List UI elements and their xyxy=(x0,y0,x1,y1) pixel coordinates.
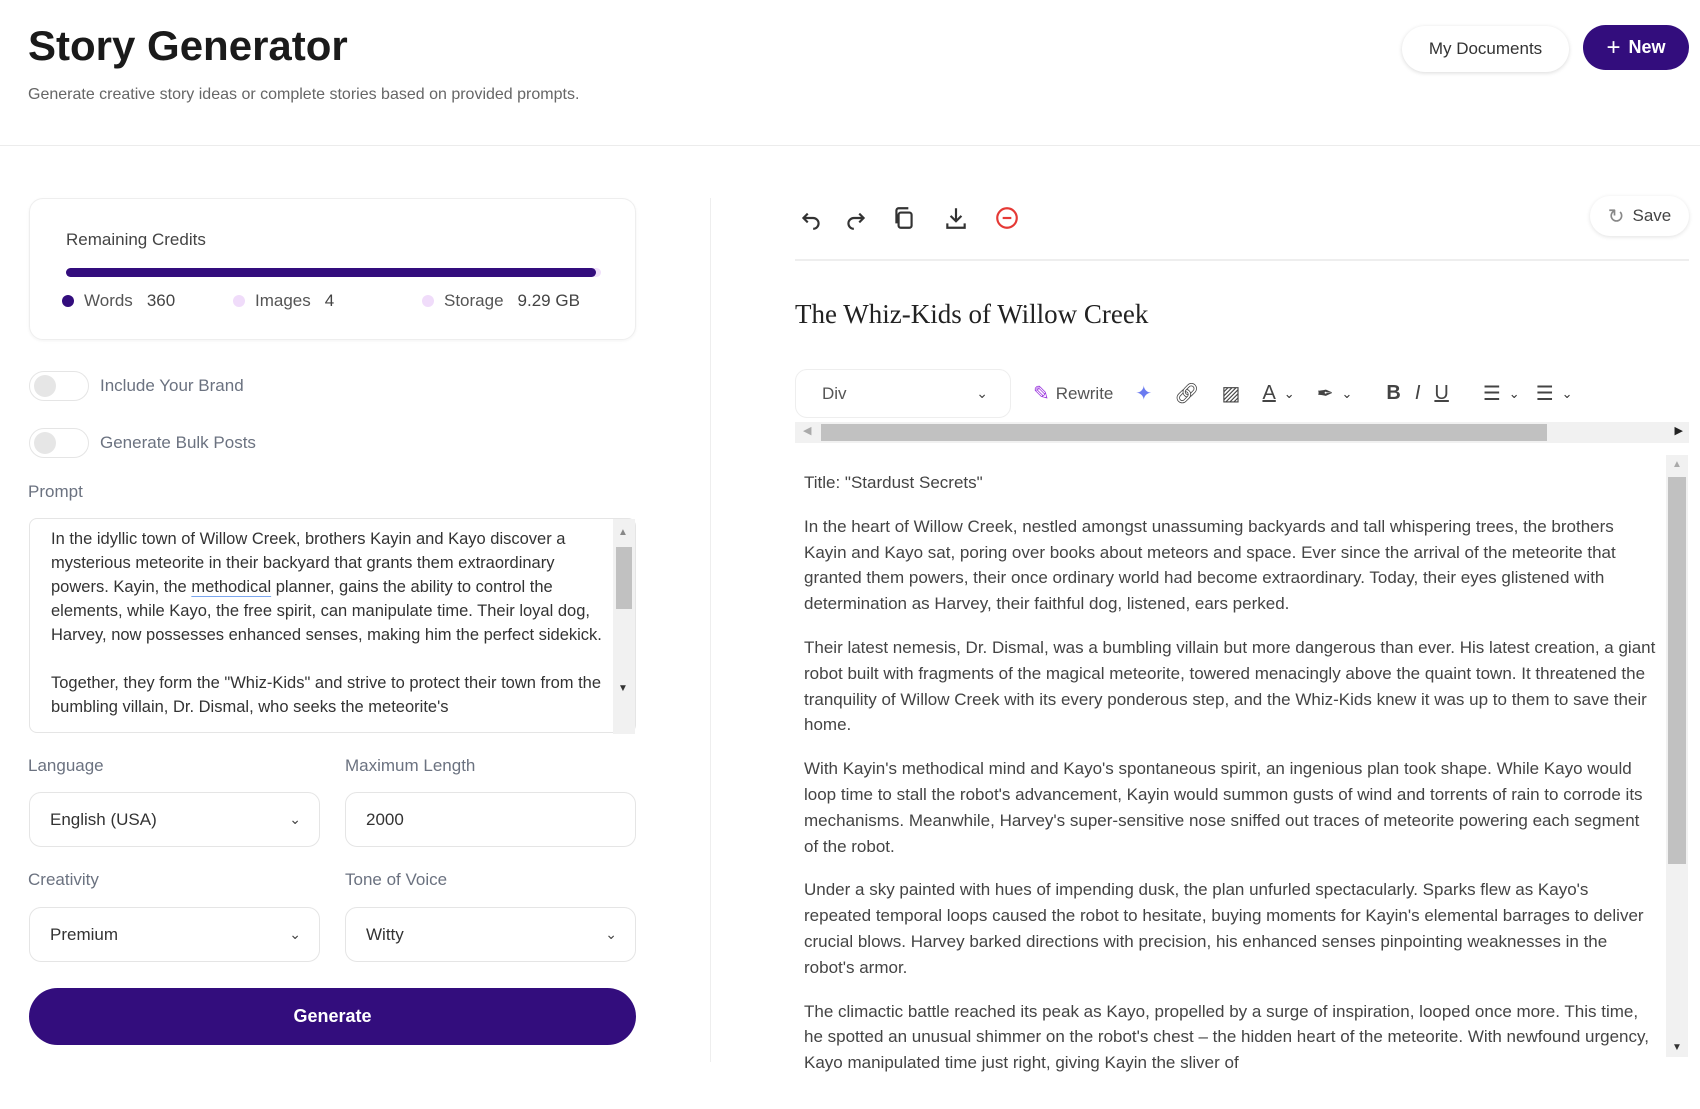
creativity-label: Creativity xyxy=(28,870,99,889)
toolbar-divider xyxy=(795,259,1689,261)
chevron-down-icon[interactable]: ⌄ xyxy=(1341,385,1353,401)
generate-button[interactable] xyxy=(29,988,636,1045)
copy-icon[interactable] xyxy=(891,205,917,231)
block-type-value: Div xyxy=(822,383,847,403)
column-divider xyxy=(710,198,711,1062)
chevron-down-icon[interactable]: ⌄ xyxy=(1561,385,1573,401)
scroll-left-icon[interactable]: ◀ xyxy=(803,425,812,437)
prompt-textarea[interactable] xyxy=(29,518,636,733)
plus-icon: + xyxy=(1606,33,1621,61)
scrollbar-thumb[interactable] xyxy=(1668,477,1686,864)
redo-icon[interactable] xyxy=(843,205,869,231)
language-select[interactable] xyxy=(29,792,320,847)
link-icon[interactable]: 🔗︎ xyxy=(1174,383,1200,405)
creativity-value: Premium xyxy=(50,924,119,944)
language-value: English (USA) xyxy=(50,809,157,829)
story-paragraph: Title: "Stardust Secrets" xyxy=(804,473,983,492)
ai-sparkle-icon[interactable]: ✦ xyxy=(1135,383,1153,405)
scroll-up-icon[interactable]: ▲ xyxy=(618,527,628,538)
save-button[interactable] xyxy=(1590,196,1689,236)
storage-value: 9.29 GB xyxy=(517,291,580,310)
editor-scrollbar[interactable] xyxy=(1666,455,1688,1057)
chevron-down-icon[interactable]: ⌄ xyxy=(1508,385,1520,401)
download-icon[interactable] xyxy=(943,205,969,231)
story-paragraph: In the heart of Willow Creek, nestled amongst unassuming backyards and tall whispering trees, the brothers Kayin and Kayo sat, poring over books about meteors and space. Ever since the arrival of the meteorite that granted them powers, their once ordinary world had become extraordinary. Today, their eyes glistened with determination as Harvey, their faithful dog, listened, ears perked. xyxy=(804,516,1616,614)
words-value: 360 xyxy=(146,291,176,310)
credits-card xyxy=(29,198,636,340)
page-subtitle: Generate creative story ideas or complete stories based on provided prompts. xyxy=(28,86,580,103)
words-dot xyxy=(62,295,74,307)
max-length-value: 2000 xyxy=(366,809,404,829)
max-length-label: Maximum Length xyxy=(345,756,476,775)
prompt-paragraph: In the idyllic town of Willow Creek, brothers Kayin and Kayo discover a mysterious meteorite in their backyard that grants them extraordinary powers. Kayin, the methodical planner, gains the ability to control the elements, while Kayo, the free spirit, can manipulate time. Their loyal dog, Harvey, now possesses enhanced senses, making him the perfect sidekick. xyxy=(51,530,602,644)
scroll-right-icon[interactable]: ▶ xyxy=(1674,425,1683,437)
refresh-icon: ↻ xyxy=(1607,205,1625,228)
images-dot xyxy=(233,295,245,307)
new-button[interactable] xyxy=(1583,25,1689,70)
italic-icon[interactable]: I xyxy=(1414,382,1421,404)
new-label: New xyxy=(1628,37,1666,57)
chevron-down-icon: ⌄ xyxy=(289,811,301,827)
prompt-scrollbar[interactable] xyxy=(613,519,635,734)
spellcheck-word: methodical xyxy=(191,578,272,596)
credits-progress xyxy=(66,268,601,277)
text-color-icon[interactable]: A xyxy=(1262,382,1276,404)
credits-progress-fill xyxy=(66,268,596,277)
scroll-up-icon[interactable]: ▲ xyxy=(1672,459,1682,470)
my-documents-label: My Documents xyxy=(1428,39,1543,58)
rewrite-button[interactable] xyxy=(1033,381,1113,406)
bulk-posts-label: Generate Bulk Posts xyxy=(100,433,256,452)
words-label: Words xyxy=(84,291,133,310)
toggle-knob xyxy=(34,375,56,397)
storage-dot xyxy=(422,295,434,307)
delete-icon[interactable] xyxy=(994,205,1020,231)
story-paragraph: The climactic battle reached its peak as Kayo, propelled by a surge of inspiration, looped once more. This time, he spotted an unusual shimmer on the robot's chest – the hidden heart of the meteorite. With newfound urgency, Kayo manipulated time just right, giving Kayin the sliver of xyxy=(804,1001,1649,1073)
editor-content[interactable] xyxy=(795,455,1666,1073)
pencil-icon: ✎ xyxy=(1033,383,1050,405)
numbered-list-icon[interactable]: ☰ xyxy=(1535,383,1554,405)
scroll-down-icon[interactable]: ▼ xyxy=(618,683,628,694)
language-label: Language xyxy=(28,756,104,775)
rewrite-label: Rewrite xyxy=(1055,383,1114,403)
toolbar-horizontal-scrollbar[interactable] xyxy=(795,422,1689,443)
chevron-down-icon: ⌄ xyxy=(289,926,301,942)
tone-label: Tone of Voice xyxy=(345,870,448,889)
underline-icon[interactable]: U xyxy=(1434,382,1449,404)
max-length-input[interactable] xyxy=(345,792,636,847)
images-label: Images xyxy=(255,291,311,310)
bullet-list-icon[interactable]: ☰ xyxy=(1482,383,1501,405)
story-paragraph: Their latest nemesis, Dr. Dismal, was a bumbling villain but more dangerous than ever. His latest creation, a giant robot built with fragments of the magical meteorite, towered menacingly above the quaint town. It threatened the tranquility of Willow Creek with its every ponderous step, and the Whiz-Kids knew it was up to them to save their home. xyxy=(804,637,1656,735)
legend-images xyxy=(233,291,334,311)
highlight-icon[interactable]: ✒ xyxy=(1316,383,1334,405)
story-paragraph: Under a sky painted with hues of impending dusk, the plan unfurled spectacularly. Sparks flew as Kayo's repeated temporal loops caused the robot to hesitate, buying moments for Kayin's elemental barrages to deliver crucial blows. Harvey barked directions with precision, his enhanced senses pinpointing weaknesses in the robot's armor. xyxy=(804,880,1644,977)
legend-storage xyxy=(422,291,580,311)
prompt-paragraph: Together, they form the "Whiz-Kids" and strive to protect their town from the bumbling villain, Dr. Dismal, who seeks the meteorite's xyxy=(51,674,602,716)
header-divider xyxy=(0,145,1700,146)
chevron-down-icon[interactable]: ⌄ xyxy=(1283,385,1295,401)
my-documents-button[interactable] xyxy=(1402,26,1569,72)
tone-value: Witty xyxy=(366,924,404,944)
save-label: Save xyxy=(1632,206,1672,225)
bold-icon[interactable]: B xyxy=(1386,382,1401,404)
prompt-label: Prompt xyxy=(28,482,83,501)
chevron-down-icon: ⌄ xyxy=(605,926,617,942)
include-brand-label: Include Your Brand xyxy=(100,376,244,395)
block-type-select[interactable] xyxy=(795,369,1011,418)
scroll-down-icon[interactable]: ▼ xyxy=(1672,1042,1682,1053)
scrollbar-thumb[interactable] xyxy=(821,424,1547,441)
credits-title: Remaining Credits xyxy=(66,230,206,249)
bulk-posts-toggle[interactable] xyxy=(29,428,89,458)
images-value: 4 xyxy=(324,291,335,310)
story-paragraph: With Kayin's methodical mind and Kayo's spontaneous spirit, an ingenious plan took shape. While Kayo would loop time to stall the robot's advancement, Kayin would summon gusts of wind and torrents of rain to corrode its mechanisms. Meanwhile, Harvey's super-sensitive nose sniffed out traces of meteorite powering each segment of the robot. xyxy=(804,759,1643,856)
storage-label: Storage xyxy=(444,291,504,310)
undo-icon[interactable] xyxy=(798,205,824,231)
document-title[interactable]: The Whiz-Kids of Willow Creek xyxy=(795,299,1149,329)
page-title: Story Generator xyxy=(28,22,348,69)
toggle-knob xyxy=(34,432,56,454)
chevron-down-icon: ⌄ xyxy=(976,385,988,401)
generate-label: Generate xyxy=(293,1006,372,1026)
image-icon[interactable]: ▨ xyxy=(1221,383,1241,405)
creativity-select[interactable] xyxy=(29,907,320,962)
scrollbar-thumb[interactable] xyxy=(616,547,632,609)
format-toolbar xyxy=(795,369,1689,418)
tone-select[interactable] xyxy=(345,907,636,962)
include-brand-toggle[interactable] xyxy=(29,371,89,401)
legend-words xyxy=(62,291,175,311)
